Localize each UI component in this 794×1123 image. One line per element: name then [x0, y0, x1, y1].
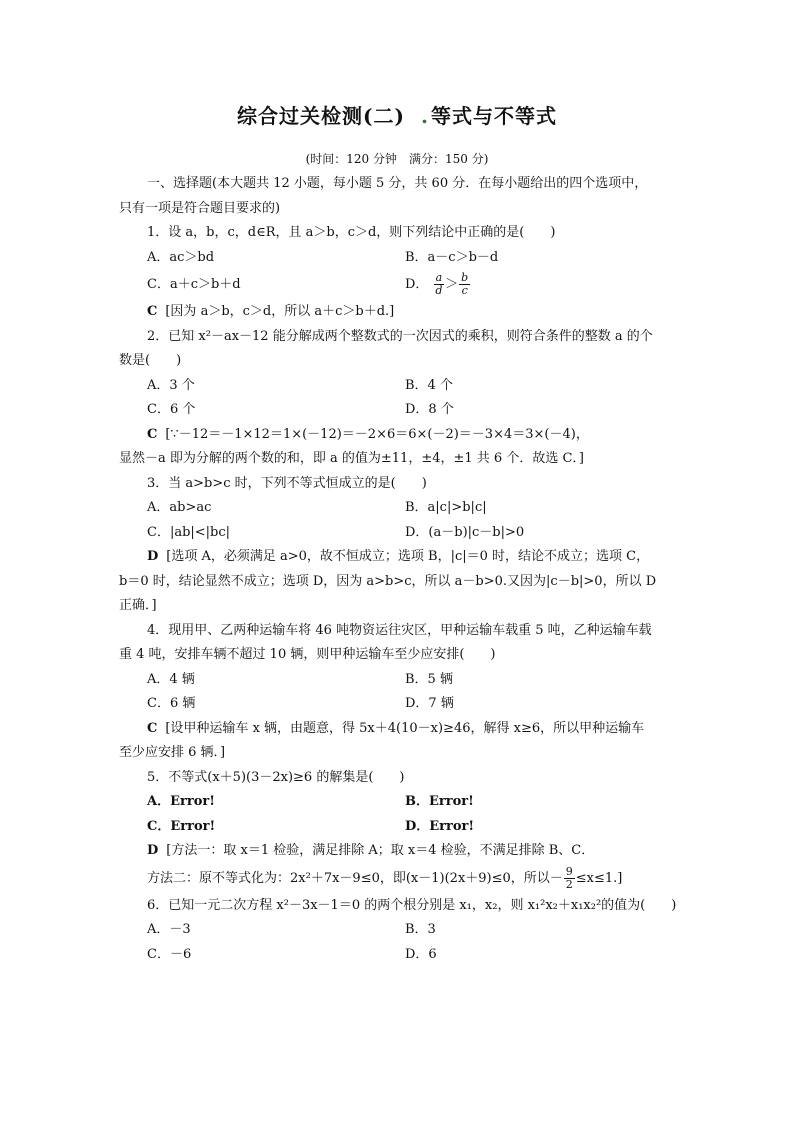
answer-key: D — [147, 843, 159, 858]
option-c: C．－6 — [147, 946, 192, 962]
option-b: B．a|c|>b|c| — [405, 500, 487, 515]
option-a: A．ab>ac — [147, 500, 212, 515]
question-4-answer-line2: 至少应安排 6 辆．] — [119, 745, 226, 760]
question-6-stem: 6．已知一元二次方程 x²－3x－1＝0 的两个根分别是 x₁，x₂，则 x₁²x₂＋x₁x₂²的值为( ) — [147, 897, 677, 913]
option-d — [405, 270, 663, 300]
question-5-answer-line1 — [119, 839, 679, 864]
question-2-stem-line2: 数是( ) — [119, 353, 182, 368]
answer-key: C — [147, 304, 158, 319]
answer-explanation-pre: 方法二：原不等式化为：2x²＋7x－9≤0，即(x－1)(2x＋9)≤0，所以－ — [147, 870, 563, 886]
question-2-stem-line1: 2．已知 x²－ax－12 能分解成两个整数式的一次因式的乘积，则符合条件的整数 a 的个 — [147, 328, 653, 344]
question-3-answer-line1 — [119, 545, 679, 570]
fraction-numerator: a — [435, 271, 443, 284]
question-3-options-row2 — [119, 521, 679, 546]
question-5-answer-line2 — [119, 864, 679, 894]
option-a: A．ac＞bd — [147, 249, 215, 265]
option-d-fraction-1 — [434, 272, 445, 297]
exam-meta: (时间：120 分钟 满分：150 分) — [305, 152, 489, 166]
question-5-options-row1 — [119, 790, 679, 815]
option-b: B．Error! — [405, 794, 474, 809]
answer-explanation: [方法一：取 x＝1 检验，满足排除 A；取 x＝4 检验，不满足排除 B、C． — [166, 843, 595, 858]
section-heading-line2: 只有一项是符合题目要求的) — [119, 200, 281, 216]
question-4-stem-line1: 4．现用甲、乙两种运输车将 46 吨物资运往灾区，甲种运输车载重 5 吨，乙种运输车载 — [147, 622, 652, 638]
question-4-answer-line1 — [119, 717, 679, 742]
option-d: D．8 个 — [405, 402, 454, 417]
answer-fraction — [564, 866, 575, 891]
option-c: C．6 个 — [147, 402, 196, 417]
option-b: B．3 — [405, 922, 436, 937]
answer-key: C — [147, 426, 158, 442]
option-b: B．5 辆 — [405, 671, 453, 687]
fraction-numerator: 9 — [565, 864, 573, 878]
question-3-answer-line2: b＝0 时，结论显然不成立；选项 D，因为 a>b>c，所以 a－b>0.又因为|c－b|>0，所以 D — [119, 573, 657, 589]
question-5-stem: 5．不等式(x＋5)(3－2x)≥6 的解集是( ) — [147, 769, 405, 785]
option-d: D．Error! — [405, 818, 475, 834]
option-d-fraction-2 — [459, 272, 470, 297]
question-5-options-row2 — [119, 815, 679, 840]
option-a: A．－3 — [147, 922, 191, 937]
answer-explanation-post: ≤x≤1.] — [575, 870, 623, 886]
question-3-options-row1 — [119, 496, 679, 521]
question-6-options-row1 — [119, 918, 679, 943]
fraction-denominator: 2 — [565, 877, 573, 891]
question-4-options-row2 — [119, 692, 679, 717]
option-c: C．Error! — [147, 818, 216, 834]
option-a: A．4 辆 — [147, 671, 195, 687]
question-2-options-row1 — [119, 374, 679, 399]
answer-explanation: [选项 A，必须满足 a>0，故不恒成立；选项 B，|c|＝0 时，结论不成立；选项 C， — [166, 549, 650, 564]
option-d-gt: ＞ — [445, 277, 459, 292]
answer-key: D — [147, 549, 159, 564]
question-1-answer — [119, 300, 679, 325]
option-a: A．Error! — [147, 794, 215, 809]
document-title — [0, 100, 794, 129]
option-b: B．a－c＞b－d — [405, 249, 499, 265]
answer-key: C — [147, 720, 158, 736]
question-1-options-row2 — [119, 270, 679, 300]
fraction-numerator: b — [461, 271, 469, 284]
question-6-options-row2 — [119, 943, 679, 968]
answer-explanation: [设甲种运输车 x 辆，由题意，得 5x＋4(10－x)≥46，解得 x≥6，所以甲种运输车 — [165, 720, 645, 736]
option-d: D．7 辆 — [405, 696, 454, 711]
question-4-stem-line2: 重 4 吨，安排车辆不超过 10 辆，则甲种运输车至少应安排( ) — [119, 647, 496, 662]
question-2-answer-line1 — [119, 423, 679, 448]
option-a: A．3 个 — [147, 377, 195, 393]
question-2-answer-line2: 显然－a 即为分解的两个数的和，即 a 的值为±11，±4，±1 共 6 个．故选 C．] — [119, 451, 584, 466]
question-2-options-row2 — [119, 398, 679, 423]
question-3-stem: 3．当 a>b>c 时，下列不等式恒成立的是( ) — [147, 475, 427, 491]
option-d: D．6 — [405, 946, 437, 962]
option-c: C．6 辆 — [147, 696, 196, 711]
option-c: C．|ab|<|bc| — [147, 524, 231, 540]
title-dot: . — [420, 104, 429, 128]
option-c: C．a＋c＞b＋d — [147, 277, 241, 292]
document-body — [119, 172, 679, 967]
question-1-stem: 1．设 a，b，c，d∈R，且 a＞b，c＞d，则下列结论中正确的是( ) — [147, 225, 556, 240]
answer-explanation: [因为 a＞b，c＞d，所以 a＋c＞b＋d.] — [165, 304, 395, 319]
option-b: B．4 个 — [405, 377, 453, 393]
question-3-answer-line3: 正确．] — [119, 598, 157, 613]
section-heading-line1: 一、选择题(本大题共 12 小题，每小题 5 分，共 60 分．在每小题给出的四个选项中， — [147, 176, 648, 191]
fraction-denominator: c — [461, 284, 468, 297]
option-d-prefix: D． — [405, 277, 429, 292]
answer-explanation: [∵－12＝－1×12＝1×(－12)＝－2×6＝6×(－2)＝－3×4＝3×(－4)， — [165, 426, 589, 442]
option-d: D．(a－b)|c－b|>0 — [405, 524, 525, 540]
fraction-denominator: d — [435, 284, 443, 297]
title-sub: 等式与不等式 — [430, 104, 557, 128]
question-1-options-row1 — [119, 246, 679, 271]
question-4-options-row1 — [119, 668, 679, 693]
title-main: 综合过关检测(二) — [237, 104, 405, 128]
